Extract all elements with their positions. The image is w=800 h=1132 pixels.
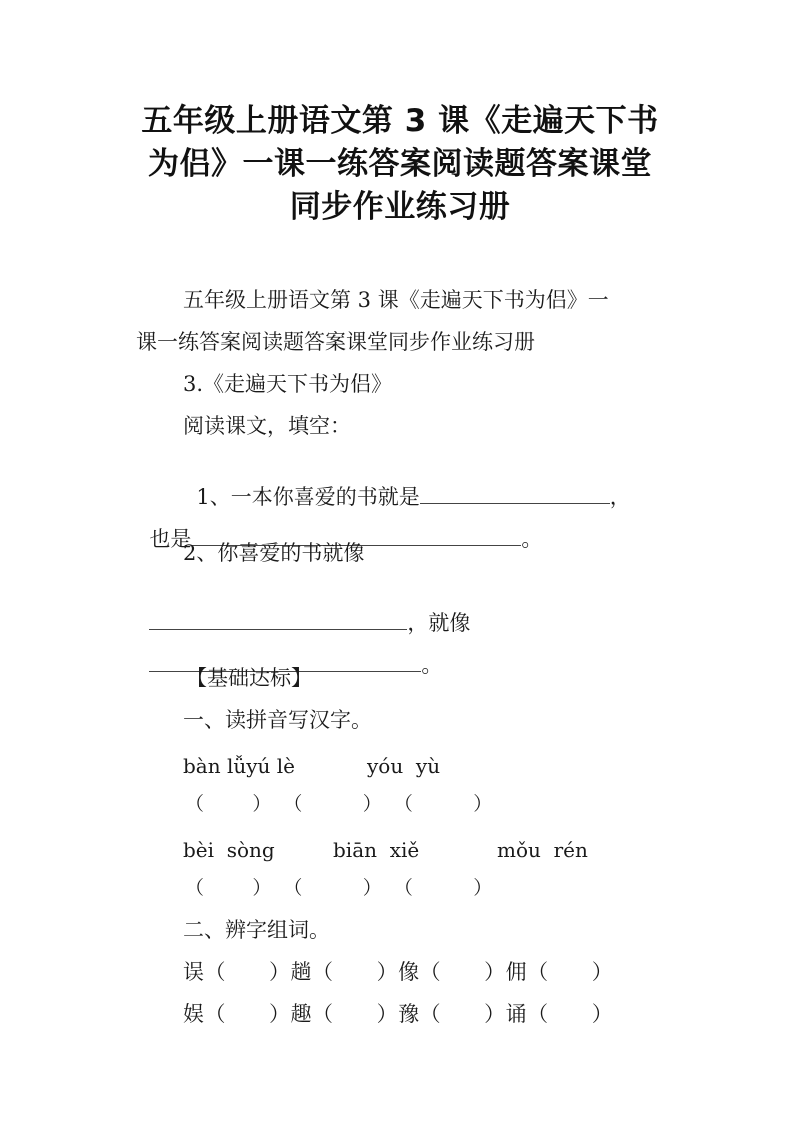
pinyin-5: mǒu rén — [497, 838, 588, 862]
exercise-2-title: 二、辨字组词。 — [183, 918, 330, 942]
intro-line-1: 五年级上册语文第 3 课《走遍天下书为侣》一 — [183, 288, 609, 312]
intro-line-2: 课一练答案阅读题答案课堂同步作业练习册 — [136, 330, 535, 354]
question-2-line-1: 2、你喜爱的书就像 — [183, 541, 365, 565]
word-group-row-1[interactable]: 误（ ）趟（ ）像（ ）佣（ ） — [183, 960, 614, 984]
title-line-1: 五年级上册语文第 3 课《走遍天下书 — [141, 103, 659, 139]
pinyin-4: biān xiě — [333, 838, 420, 862]
pinyin-1: bàn lǚyú lè — [183, 754, 296, 778]
q1-period: 。 — [521, 527, 543, 551]
exercise-1-title: 一、读拼音写汉字。 — [183, 708, 372, 732]
section-basic-heading: 【基础达标】 — [186, 666, 312, 690]
title-line-3: 同步作业练习册 — [289, 189, 511, 225]
reading-instruction: 阅读课文，填空： — [183, 414, 351, 438]
q1-text: 1、一本你喜爱的书就是 — [196, 485, 420, 509]
q1-text-2: 也是 — [149, 527, 192, 551]
pinyin-3: bèi sòng — [183, 838, 275, 862]
pinyin-2: yóu yù — [367, 754, 441, 778]
answer-brackets-row-2[interactable]: （ ） （ ） （ ） — [185, 877, 493, 899]
document-title — [130, 100, 670, 229]
lesson-heading: 3.《走遍天下书为侣》 — [183, 372, 393, 396]
title-line-2: 为侣》一课一练答案阅读题答案课堂 — [148, 146, 652, 182]
q1-comma: ， — [609, 485, 631, 509]
q2-text-2: ，就像 — [407, 611, 471, 635]
word-group-row-2[interactable]: 娱（ ）趣（ ）豫（ ）诵（ ） — [183, 1002, 614, 1026]
q2-period: 。 — [421, 653, 443, 677]
answer-brackets-row-1[interactable]: （ ） （ ） （ ） — [185, 793, 493, 815]
